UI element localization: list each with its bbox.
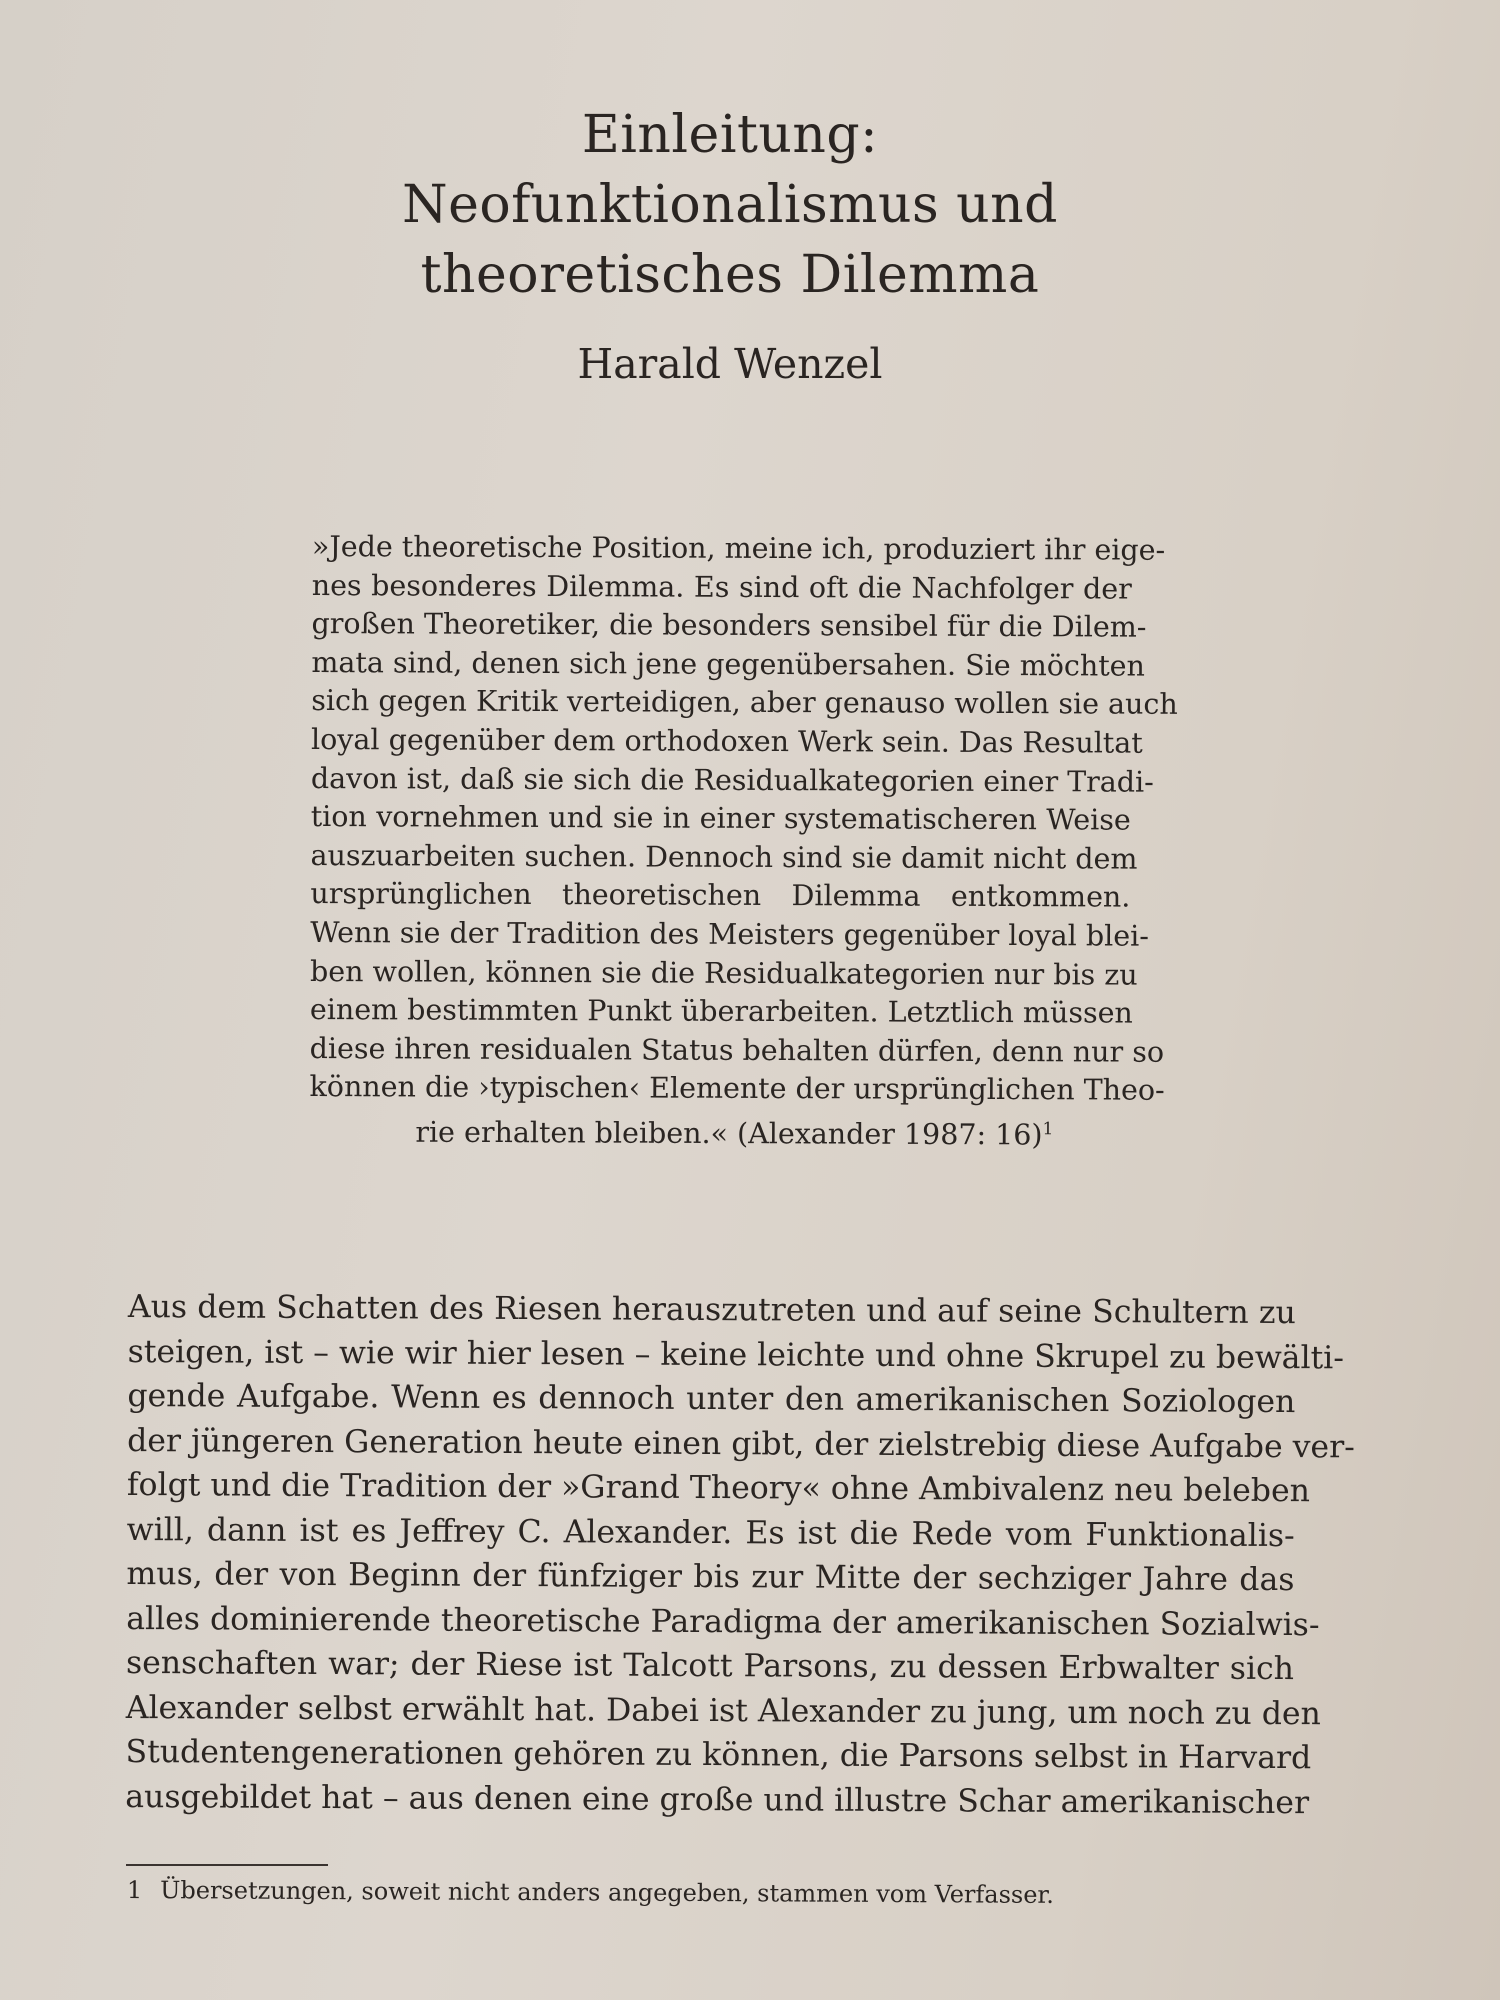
body-line: alles dominierende theoretische Paradigma der amerikanischen Sozialwis-	[126, 1600, 1320, 1643]
quote-line: tion vornehmen und sie in einer systematischeren Weise	[310, 800, 1131, 837]
quote-line: davon ist, daß sie sich die Residualkategorien einer Tradi-	[310, 761, 1154, 799]
footnote-number: 1	[126, 1876, 143, 1905]
quote-line: diese ihren residualen Status behalten dürfen, denn nur so	[309, 1031, 1165, 1069]
quote-line: ben wollen, können sie die Residualkategorien nur bis zu	[309, 954, 1138, 992]
body-line: Studentengenerationen gehören zu können, die Parsons selbst in Harvard	[125, 1733, 1312, 1777]
body-line: will, dann ist es Jeffrey C. Alexander. Es ist die Rede vom Funktionalis-	[126, 1511, 1295, 1554]
body-line: steigen, ist – wie wir hier lesen – keine leichte und ohne Skrupel zu bewälti-	[127, 1333, 1345, 1376]
quote-line: nes besonderes Dilemma. Es sind oft die Nachfolger der	[311, 568, 1132, 606]
epigraph-quote	[309, 528, 1178, 1152]
quote-line: mata sind, denen sich jene gegenübersahen. Sie möchten	[311, 645, 1146, 683]
quote-line: ursprünglichen theoretischen Dilemma entkommen.	[310, 877, 1131, 914]
author-name: Harald Wenzel	[577, 340, 883, 388]
quote-line: können die ›typischen‹ Elemente der ursprünglichen Theo-	[309, 1070, 1165, 1108]
body-line: mus, der von Beginn der fünfziger bis zur Mitte der sechziger Jahre das	[126, 1555, 1295, 1599]
body-line: Aus dem Schatten des Riesen herauszutreten und auf seine Schultern zu	[127, 1289, 1296, 1332]
body-line: folgt und die Tradition der »Grand Theory« ohne Ambivalenz neu beleben	[126, 1466, 1311, 1510]
title-line: Neofunktionalismus und	[402, 175, 1058, 235]
body-line: senschaften war; der Riese ist Talcott Parsons, zu dessen Erbwalter sich	[125, 1644, 1295, 1688]
quote-line: sich gegen Kritik verteidigen, aber genauso wollen sie auch	[311, 684, 1178, 722]
quote-line: loyal gegenüber dem orthodoxen Werk sein. Das Resultat	[311, 722, 1143, 760]
quote-last-text: rie erhalten bleiben.« (Alexander 1987: 16)	[415, 1115, 1043, 1152]
body-line: ausgebildet hat – aus denen eine große und illustre Schar amerikanischer	[125, 1778, 1310, 1821]
quote-line: Wenn sie der Tradition des Meisters gegenüber loyal blei-	[310, 915, 1149, 953]
quote-line: großen Theoretiker, die besonders sensibel für die Dilem-	[311, 607, 1147, 644]
body-text	[125, 1285, 1355, 1825]
title-line: theoretisches Dilemma	[420, 245, 1040, 305]
body-line: gende Aufgabe. Wenn es dennoch unter den amerikanischen Soziologen	[127, 1377, 1296, 1421]
quote-line: auszuarbeiten suchen. Dennoch sind sie damit nicht dem	[310, 838, 1138, 876]
body-line: der jüngeren Generation heute einen gibt, der zielstrebig diese Aufgabe ver-	[127, 1422, 1355, 1465]
quote-line: »Jede theoretische Position, meine ich, produziert ihr eige-	[311, 530, 1166, 567]
footnote-text: Übersetzungen, soweit nicht anders angegeben, stammen vom Verfasser.	[160, 1876, 1055, 1909]
quote-line: einem bestimmten Punkt überarbeiten. Letztlich müssen	[309, 993, 1133, 1030]
chapter-title	[0, 100, 1460, 310]
footnote-divider	[126, 1864, 328, 1866]
footnote-reference[interactable]: 1	[1042, 1119, 1054, 1140]
body-line: Alexander selbst erwählt hat. Dabei ist Alexander zu jung, um noch zu den	[125, 1689, 1321, 1732]
footnote	[127, 1876, 1054, 1909]
quote-line-last	[309, 1107, 1129, 1152]
title-line: Einleitung:	[581, 105, 879, 165]
